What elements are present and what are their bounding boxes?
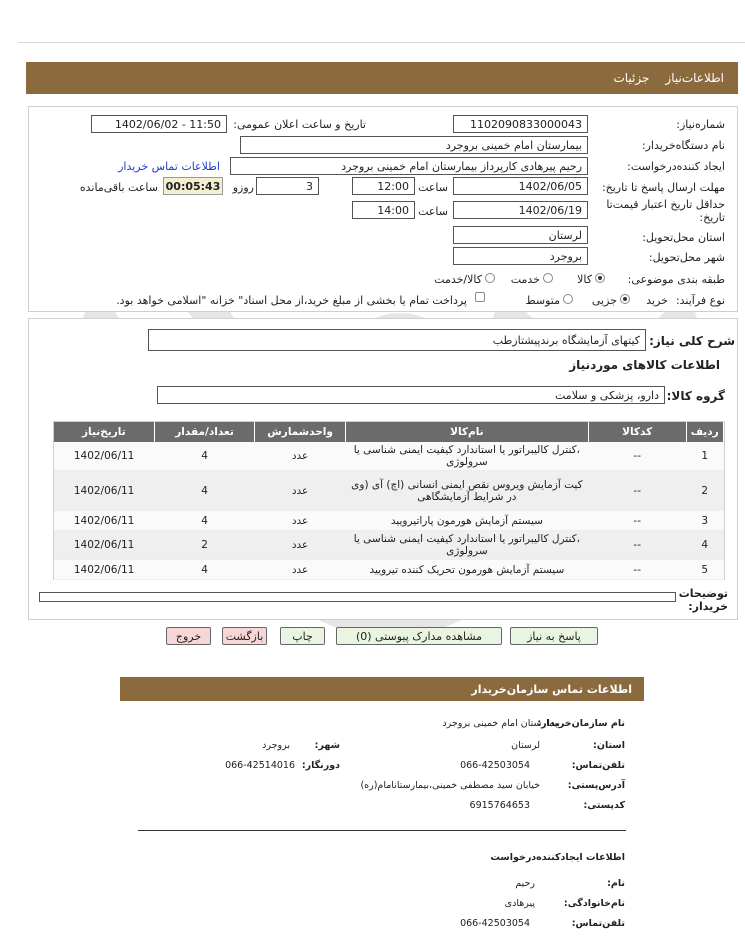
province-label: استان محل‌تحویل: — [642, 231, 725, 244]
creator-phone: 066-42503054 — [460, 918, 530, 929]
creator-name-label: نام: — [607, 878, 625, 889]
cell-code: -- — [588, 442, 686, 471]
buyer-notes-field — [39, 592, 676, 602]
buyer-notes-label: توضیحات — [678, 587, 728, 600]
cell-code: -- — [588, 560, 686, 580]
contact-phone-label: تلفن‌تماس: — [571, 760, 625, 771]
validity-time-label: ساعت — [418, 205, 448, 218]
cell-row: 1 — [686, 442, 724, 471]
creator-name: رحیم — [515, 878, 535, 889]
size-radio-medium[interactable] — [563, 294, 573, 304]
cell-name: ،کنترل کالیبراتور یا استاندارد کیفیت ایمنی شناسی یا سرولوژی — [345, 442, 588, 471]
creator-family-label: نام‌خانوادگی: — [563, 898, 625, 909]
cell-unit: عدد — [255, 471, 346, 511]
cell-unit: عدد — [255, 442, 346, 471]
treasury-checkbox[interactable] — [475, 292, 485, 302]
creator-phone-label: تلفن‌تماس: — [571, 918, 625, 929]
category-option-goods: کالا — [577, 273, 592, 286]
need-number-field: 1102090833000043 — [453, 115, 588, 133]
category-option-service: خدمت — [510, 273, 540, 286]
page-header — [26, 62, 738, 94]
back-button[interactable]: بازگشت — [222, 627, 267, 645]
size-option-minor: جزیی — [591, 294, 617, 307]
col-date: تاریخ‌نیاز — [54, 422, 154, 442]
col-code: کدکالا — [588, 422, 686, 442]
reply-button[interactable]: پاسخ به نیاز — [510, 627, 598, 645]
creator-label: ایجاد کننده‌درخواست: — [627, 160, 725, 173]
cell-code: -- — [588, 531, 686, 560]
general-desc-label: شرح کلی نیاز: — [649, 334, 735, 348]
table-row — [54, 531, 724, 560]
cell-qty: 4 — [154, 471, 255, 511]
tab-need-info[interactable]: اطلاعات‌نیاز — [665, 71, 724, 85]
buyer-notes-label-2: خریدار: — [688, 600, 728, 613]
contact-postal: 6915764653 — [469, 800, 530, 811]
validity-date-field: 1402/06/19 — [453, 201, 588, 219]
creator-field: رحیم پیرهادی کارپرداز بیمارستان امام خمینی بروجرد — [230, 157, 588, 175]
table-row — [54, 471, 724, 511]
goods-info-title: اطلاعات کالاهای موردنیاز — [569, 358, 720, 372]
deadline-time-field: 12:00 — [352, 177, 415, 195]
validity-label: حداقل تاریخ اعتبار قیمت‌تا — [606, 198, 725, 211]
contact-address-label: آدرس‌پستی: — [567, 780, 625, 791]
city-field: بروجرد — [453, 247, 588, 265]
province-field: لرستان — [453, 226, 588, 244]
days-field: 3 — [256, 177, 319, 195]
cell-unit: عدد — [255, 511, 346, 531]
buyer-org-label: نام دستگاه‌خریدار: — [641, 139, 725, 152]
contact-address: خیابان سید مصطفی خمینی،بیمارستانامام(ره) — [360, 780, 540, 791]
buyer-contact-link[interactable]: اطلاعات تماس خریدار — [118, 160, 220, 173]
cell-unit: عدد — [255, 531, 346, 560]
contact-org: بیمارستان امام خمینی بروجرد — [442, 718, 560, 729]
items-table-frame — [53, 421, 725, 580]
contact-province-label: استان: — [593, 740, 625, 751]
contact-postal-label: کدپستی: — [583, 800, 625, 811]
size-option-medium: متوسط — [525, 294, 560, 307]
contact-fax-label: دورنگار: — [301, 760, 340, 771]
table-row — [54, 511, 724, 531]
buyer-org-field: بیمارستان امام خمینی بروجرد — [240, 136, 588, 154]
contact-city: بروجرد — [262, 740, 290, 751]
exit-button[interactable]: خروج — [166, 627, 211, 645]
cell-name: ،کنترل کالیبراتور یا استاندارد کیفیت ایمنی شناسی یا سرولوژی — [345, 531, 588, 560]
days-label: روزو — [232, 181, 254, 194]
cell-code: -- — [588, 511, 686, 531]
deadline-date-field: 1402/06/05 — [453, 177, 588, 195]
announce-field: 1402/06/02 - 11:50 — [91, 115, 227, 133]
remaining-timer: 00:05:43 — [163, 177, 223, 195]
remaining-label: ساعت باقی‌مانده — [79, 181, 158, 194]
cell-row: 2 — [686, 471, 724, 511]
cell-date: 1402/06/11 — [54, 471, 154, 511]
category-radio-service[interactable] — [543, 273, 553, 283]
contact-divider — [138, 830, 626, 831]
general-desc-field: کیتهای آزمایشگاه برندپیشتازطب — [148, 329, 646, 351]
process-value: خرید — [646, 294, 668, 307]
cell-qty: 4 — [154, 442, 255, 471]
process-label: نوع فرآیند: — [675, 294, 725, 307]
cell-date: 1402/06/11 — [54, 531, 154, 560]
cell-name: کیت آزمایش ویروس نقص ایمنی انسانی (اچ) آی (وی در شرایط آزمایشگاهی — [345, 471, 588, 511]
contact-org-label: نام سازمان‌خریدار: — [537, 718, 625, 729]
need-number-label: شماره‌نیاز: — [676, 118, 725, 131]
cell-name: سیستم آزمایش هورمون پاراتیرویید — [345, 511, 588, 531]
items-table — [54, 422, 724, 580]
contact-header — [120, 677, 644, 701]
cell-unit: عدد — [255, 560, 346, 580]
cell-row: 5 — [686, 560, 724, 580]
contact-city-label: شهر: — [314, 740, 340, 751]
contact-fax: 066-42514016 — [225, 760, 295, 771]
cell-row: 3 — [686, 511, 724, 531]
validity-label-2: تاریخ: — [699, 211, 725, 224]
cell-name: سیستم آزمایش هورمون تحریک کننده تیرویید — [345, 560, 588, 580]
cell-date: 1402/06/11 — [54, 560, 154, 580]
category-option-both: کالا/خدمت — [434, 273, 482, 286]
col-qty: تعداد/مقدار — [154, 422, 255, 442]
category-radio-both[interactable] — [485, 273, 495, 283]
size-radio-minor[interactable] — [620, 294, 630, 304]
col-name: نام‌کالا — [345, 422, 588, 442]
contact-title: اطلاعات تماس سازمان‌خریدار — [471, 682, 632, 696]
cell-row: 4 — [686, 531, 724, 560]
creator-section-title: اطلاعات ایجادکننده‌درخواست — [490, 852, 625, 863]
cell-qty: 4 — [154, 511, 255, 531]
deadline-time-label: ساعت — [418, 181, 448, 194]
category-label: طبقه بندی موضوعی: — [627, 273, 725, 286]
cell-date: 1402/06/11 — [54, 442, 154, 471]
table-row — [54, 442, 724, 471]
city-label: شهر محل‌تحویل: — [648, 251, 725, 264]
attachments-button[interactable]: مشاهده مدارک پیوستی (0) — [336, 627, 502, 645]
group-field: دارو، پزشکی و سلامت — [157, 386, 665, 404]
validity-time-field: 14:00 — [352, 201, 415, 219]
tab-details[interactable]: جزئیات — [613, 71, 650, 85]
creator-family: پیرهادی — [504, 898, 535, 909]
top-divider — [18, 42, 745, 43]
col-unit: واحدشمارش — [255, 422, 346, 442]
cell-code: -- — [588, 471, 686, 511]
cell-qty: 4 — [154, 560, 255, 580]
contact-phone: 066-42503054 — [460, 760, 530, 771]
announce-label: تاریخ و ساعت اعلان عمومی: — [233, 118, 366, 131]
payment-note: پرداخت تمام یا بخشی از مبلغ خرید،از محل اسناد" خزانه "اسلامی خواهد بود. — [116, 294, 467, 307]
cell-qty: 2 — [154, 531, 255, 560]
print-button[interactable]: چاپ — [280, 627, 325, 645]
col-row: ردیف — [686, 422, 724, 442]
deadline-label: مهلت ارسال پاسخ تا تاریخ: — [601, 181, 725, 194]
cell-date: 1402/06/11 — [54, 511, 154, 531]
group-label: گروه کالا: — [666, 389, 725, 403]
table-row — [54, 560, 724, 580]
contact-province: لرستان — [511, 740, 540, 751]
category-radio-goods[interactable] — [595, 273, 605, 283]
